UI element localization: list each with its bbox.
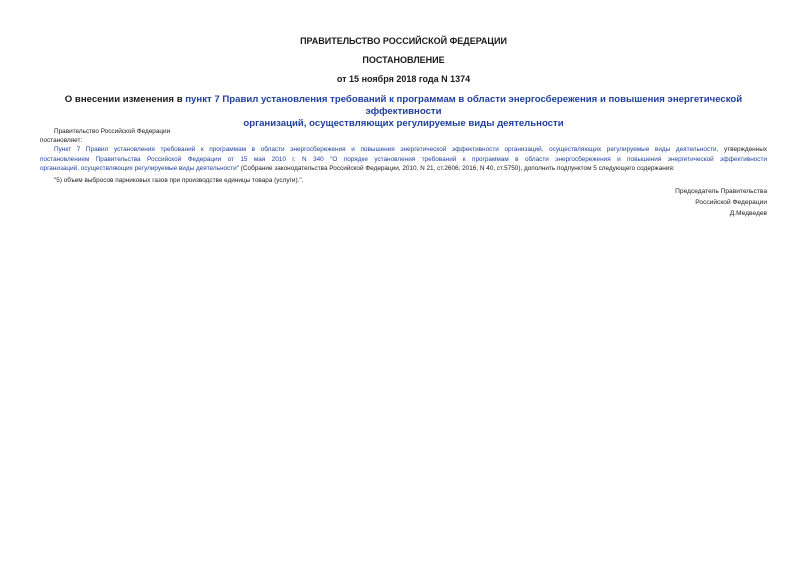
paragraph-1-line-1: Пункт 7 Правил установления требований к программам в области энергосбережения и повышения энергетической эффективности организаций, осуществляющих регулируемые виды деятельности, утвержденных xyxy=(54,146,767,153)
government-heading: ПРАВИТЕЛЬСТВО РОССИЙСКОЙ ФЕДЕРАЦИИ xyxy=(300,36,507,46)
document-title xyxy=(40,94,767,130)
paragraph-1 xyxy=(40,145,767,174)
signature-title-2: Российской Федерации xyxy=(695,199,767,206)
paragraph-1-link-c[interactable]: организаций, осуществляющих регулируемые виды деятельности xyxy=(40,165,237,173)
signature-name: Д.Медведев xyxy=(729,210,767,217)
signature-title-1: Председатель Правительства xyxy=(675,188,767,195)
document-type-heading: ПОСТАНОВЛЕНИЕ xyxy=(362,55,445,65)
paragraph-1-line-2 xyxy=(40,155,767,165)
paragraph-1-link-a[interactable]: Пункт 7 Правил установления требований к программам в области энергосбережения и повышения энергетической эффективности организаций, осуществляющих регулируемые виды деятельности, xyxy=(54,146,719,153)
title-prefix: О внесении изменения в xyxy=(64,94,186,105)
date-number-heading: от 15 ноября 2018 года N 1374 xyxy=(336,74,471,84)
resolves-line: постановляет: xyxy=(40,137,83,144)
title-link-part2[interactable]: организаций, осуществляющих регулируемые виды деятельности xyxy=(243,118,564,129)
paragraph-1-link-b[interactable]: постановлением Правительства Российской Федерации от 15 мая 2010 г. N 340 "О порядке установления требований к программам в области энергосбережения и повышения энергетической эффективности xyxy=(40,155,767,163)
paragraph-1-line-3: организаций, осуществляющих регулируемые виды деятельности" (Собрание законодательства Российской Федерации, 2010, N 21, ст.2606; 2016, N 40, ст.5750), дополнить подпунктом 5 следующего содержания: xyxy=(40,165,675,173)
government-line: Правительство Российской Федерации xyxy=(54,128,171,135)
quote-line: "5) объем выбросов парниковых газов при производстве единицы товара (услуги).". xyxy=(54,177,304,184)
title-link-part1[interactable]: пункт 7 Правил установления требований к программам в области энергосбережения и повышения энергетической эффективности xyxy=(185,94,743,117)
